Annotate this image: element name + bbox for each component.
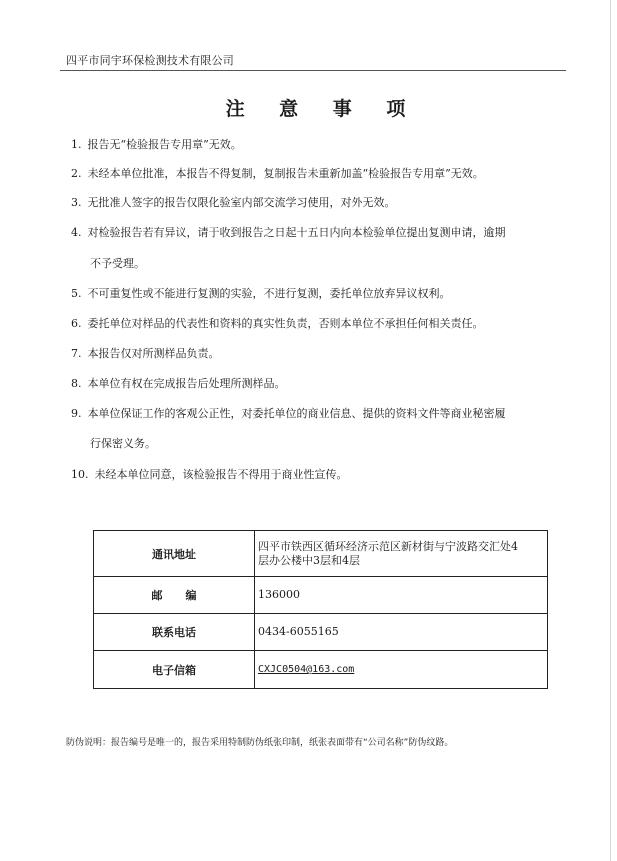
notice-number: 6. — [71, 317, 82, 330]
notice-item-9-continued: 行保密义务。 — [90, 437, 156, 450]
notice-item-8 — [71, 376, 286, 391]
email-link[interactable]: CXJC0504@163.com — [258, 664, 355, 675]
notice-item-10 — [71, 467, 348, 482]
notice-number: 9. — [71, 407, 82, 420]
notice-text: 未经本单位批准，本报告不得复制，复制报告未重新加盖“检验报告专用章”无效。 — [87, 167, 484, 180]
notice-item-7 — [71, 346, 220, 361]
notice-number: 4. — [71, 226, 82, 239]
notice-text: 委托单位对样品的代表性和资料的真实性负责，否则本单位不承担任何相关责任。 — [87, 317, 484, 330]
email-value — [255, 651, 548, 689]
address-label: 通讯地址 — [94, 531, 255, 577]
postcode-label-text: 邮 编 — [151, 589, 197, 602]
phone-value: 0434-6055165 — [255, 614, 548, 651]
table-row-postcode — [94, 577, 548, 614]
notice-number: 3. — [71, 196, 82, 209]
company-name: 四平市同宇环保检测技术有限公司 — [66, 54, 234, 67]
notice-text: 本报告仅对所测样品负责。 — [87, 347, 220, 360]
table-row-phone — [94, 614, 548, 651]
notice-item-5 — [71, 286, 451, 301]
notice-item-4 — [71, 225, 506, 240]
notice-text: 报告无“检验报告专用章”无效。 — [87, 138, 242, 151]
notice-number: 7. — [71, 347, 82, 360]
notice-item-1 — [71, 137, 242, 152]
notice-text: 无批准人签字的报告仅限化验室内部交流学习使用，对外无效。 — [87, 196, 396, 209]
page-title: 注 意 事 项 — [225, 98, 420, 120]
notice-number: 5. — [71, 287, 82, 300]
notice-number: 2. — [71, 167, 82, 180]
contact-table — [93, 530, 548, 689]
notice-item-6 — [71, 316, 484, 331]
notice-number: 10. — [71, 468, 89, 481]
header-divider — [60, 70, 566, 71]
notice-text: 本单位保证工作的客观公正性，对委托单位的商业信息、提供的资料文件等商业秘密履 — [87, 407, 506, 420]
phone-label: 联系电话 — [94, 614, 255, 651]
notice-text: 本单位有权在完成报告后处理所测样品。 — [87, 377, 286, 390]
table-row-email — [94, 651, 548, 689]
postcode-label — [94, 577, 255, 614]
notice-number: 8. — [71, 377, 82, 390]
notice-text: 对检验报告若有异议，请于收到报告之日起十五日内向本检验单位提出复测申请，逾期 — [87, 226, 506, 239]
notice-text: 未经本单位同意，该检验报告不得用于商业性宣传。 — [94, 468, 348, 481]
table-row-address — [94, 531, 548, 577]
address-line-2: 层办公楼中3层和4层 — [258, 553, 360, 567]
anti-counterfeit-note: 防伪说明：报告编号是唯一的，报告采用特制防伪纸张印制，纸张表面带有“公司名称”防伪纹路。 — [66, 738, 454, 748]
address-line-1: 四平市铁西区循环经济示范区新材街与宁波路交汇处4 — [258, 539, 518, 553]
notice-item-2 — [71, 166, 484, 181]
notice-item-4-continued: 不予受理。 — [90, 257, 145, 270]
address-value — [255, 531, 548, 577]
postcode-value: 136000 — [255, 577, 548, 614]
email-label: 电子信箱 — [94, 651, 255, 689]
notice-item-3 — [71, 195, 396, 210]
notice-item-9 — [71, 406, 506, 421]
notice-number: 1. — [71, 138, 82, 151]
notice-text: 不可重复性或不能进行复测的实验，不进行复测，委托单位放弃异议权利。 — [87, 287, 451, 300]
